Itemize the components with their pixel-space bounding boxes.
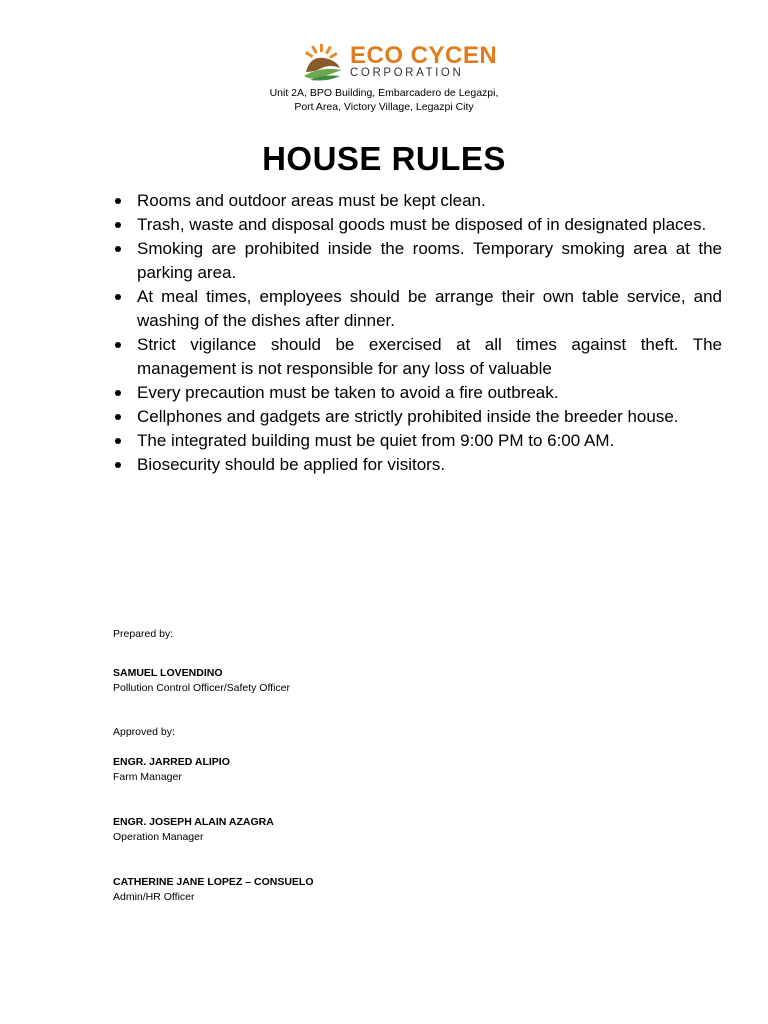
- prepared-by-block: [113, 666, 290, 696]
- company-address: [0, 86, 768, 114]
- rule-item: Trash, waste and disposal goods must be disposed of in designated places.: [112, 213, 722, 237]
- signatory-name: ENGR. JOSEPH ALAIN AZAGRA: [113, 816, 274, 828]
- signatory-role: Operation Manager: [113, 831, 204, 843]
- approver-block: [113, 875, 314, 905]
- rule-item: Biosecurity should be applied for visitors.: [112, 453, 722, 477]
- rule-item: Strict vigilance should be exercised at all times against theft. The management is not responsible for any loss of valuable: [112, 333, 722, 381]
- address-line-2: Port Area, Victory Village, Legazpi City: [294, 101, 474, 113]
- rule-item: Every precaution must be taken to avoid a fire outbreak.: [112, 381, 722, 405]
- rules-list: [112, 189, 722, 477]
- signatory-role: Admin/HR Officer: [113, 891, 195, 903]
- company-logo: [300, 42, 498, 82]
- signatory-role: Pollution Control Officer/Safety Officer: [113, 682, 291, 694]
- prepared-by-label: Prepared by:: [113, 628, 174, 640]
- rule-item: At meal times, employees should be arrange their own table service, and washing of the dishes after dinner.: [112, 285, 722, 333]
- signatory-name: SAMUEL LOVENDINO: [113, 667, 223, 679]
- approved-by-label: Approved by:: [113, 726, 175, 738]
- page-title: HOUSE RULES: [262, 140, 506, 177]
- rule-item: Cellphones and gadgets are strictly prohibited inside the breeder house.: [112, 405, 722, 429]
- signatory-name: CATHERINE JANE LOPEZ – CONSUELO: [113, 876, 314, 888]
- brand-subtitle: CORPORATION: [350, 67, 464, 79]
- rule-item: Smoking are prohibited inside the rooms. Temporary smoking area at the parking area.: [112, 237, 722, 285]
- approver-block: [113, 755, 230, 785]
- signatory-role: Farm Manager: [113, 771, 182, 783]
- approver-block: [113, 815, 274, 845]
- rule-item: The integrated building must be quiet from 9:00 PM to 6:00 AM.: [112, 429, 722, 453]
- sun-leaf-logo-icon: [300, 42, 346, 82]
- brand-name: ECO CYCEN: [350, 42, 498, 69]
- signatory-name: ENGR. JARRED ALIPIO: [113, 756, 230, 768]
- address-line-1: Unit 2A, BPO Building, Embarcadero de Legazpi,: [269, 87, 499, 99]
- rule-item: Rooms and outdoor areas must be kept clean.: [112, 189, 722, 213]
